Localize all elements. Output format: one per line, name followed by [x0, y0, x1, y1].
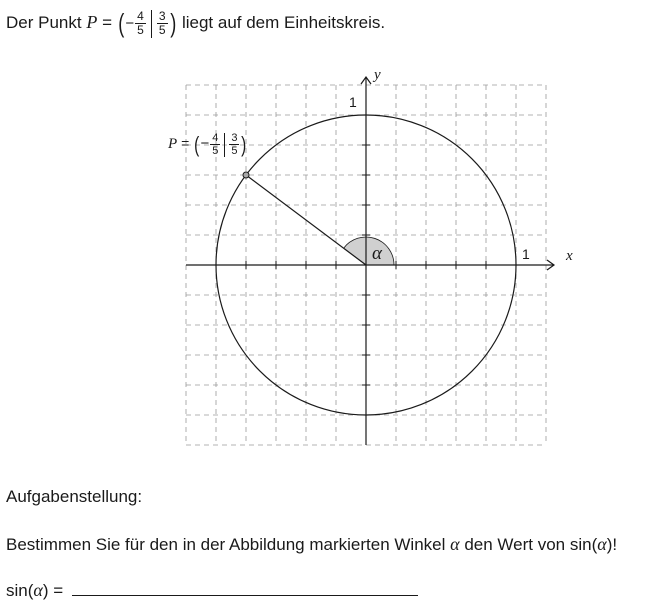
intro-y-denominator: 5 [158, 23, 166, 38]
x-axis-label: x [566, 248, 573, 264]
point-label-y-numerator: 3 [231, 132, 238, 144]
close-paren: ) [169, 8, 176, 38]
angle-alpha-label: α [372, 243, 382, 264]
point-label-separator [224, 133, 225, 157]
task-after: den Wert von sin( [464, 535, 598, 554]
point-label-close-paren: ) [241, 132, 247, 158]
point-label-x-numerator: 4 [212, 132, 219, 144]
intro-x-numerator: 4 [137, 9, 144, 24]
point-p-label [168, 132, 248, 158]
answer-prefix: sin( [6, 581, 34, 600]
answer-alpha: α [33, 580, 43, 600]
point-label-open-paren: ( [194, 132, 200, 158]
point-label-x-fraction [210, 132, 220, 157]
task-text [6, 534, 617, 555]
intro-x-sign: − [125, 15, 135, 32]
intro-suffix: liegt auf dem Einheitskreis. [181, 13, 386, 32]
intro-equals: = [102, 13, 112, 32]
intro-point-name: P [86, 12, 98, 32]
task-alpha: α [450, 534, 460, 554]
task-heading: Aufgabenstellung: [6, 487, 143, 506]
point-p-marker [243, 172, 249, 178]
point-label-y-denominator: 5 [231, 145, 238, 157]
intro-y-numerator: 3 [158, 9, 166, 24]
point-label-y-fraction [229, 132, 239, 157]
intro-x-denominator: 5 [137, 23, 144, 38]
x-tick-label-1: 1 [522, 246, 530, 262]
task-before: Bestimmen Sie für den in der Abbildung markierten Winkel [6, 535, 446, 554]
answer-blank-field[interactable] [72, 581, 418, 596]
point-label-x-denominator: 5 [212, 145, 219, 157]
point-label-x-sign: − [200, 135, 210, 153]
answer-line [6, 580, 418, 601]
angle-alpha-sector [344, 237, 394, 265]
intro-prefix: Der Punkt [6, 13, 82, 32]
task-alpha-2: α [597, 534, 607, 554]
point-label-name: P [168, 136, 178, 153]
y-axis-label: y [374, 67, 381, 83]
answer-suffix: ) = [42, 581, 64, 600]
y-tick-label-1: 1 [349, 94, 357, 110]
point-label-equals: = [181, 135, 190, 152]
task-end: )! [606, 535, 618, 554]
open-paren: ( [118, 8, 125, 38]
